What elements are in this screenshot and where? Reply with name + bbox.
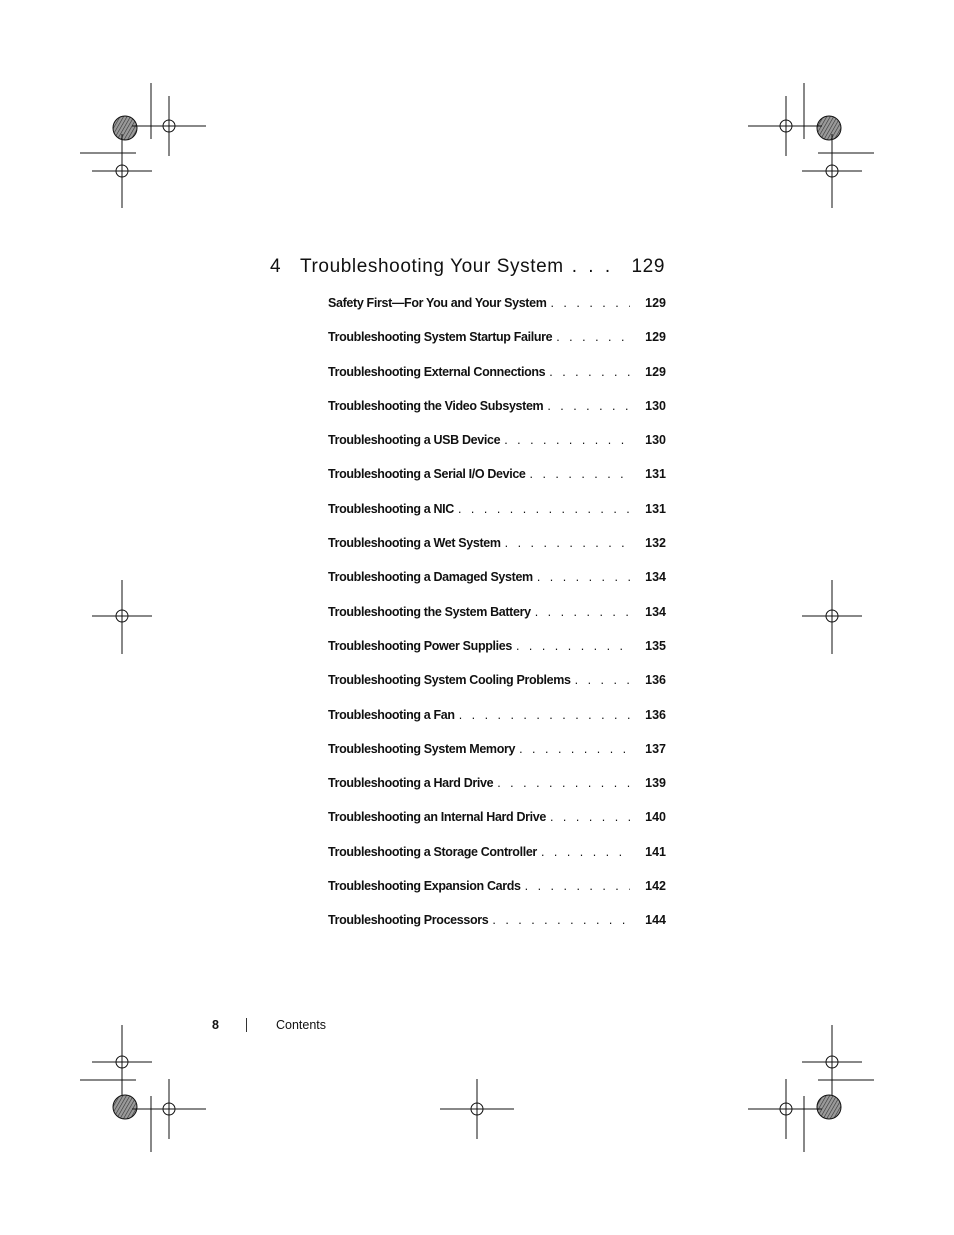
toc-entry-title: Troubleshooting a Serial I/O Device [328, 467, 526, 482]
toc-entry [328, 570, 666, 604]
toc-entry-page: 137 [645, 741, 666, 756]
dot-leader [550, 296, 630, 310]
toc-entry-title: Troubleshooting System Startup Failure [328, 330, 553, 345]
toc-entry-title: Troubleshooting Expansion Cards [328, 879, 521, 894]
footer-page-number: 8 [212, 1018, 219, 1032]
footer-section-name: Contents [276, 1018, 327, 1032]
toc-entry-title: Troubleshooting External Connections [328, 364, 546, 379]
dot-leader [556, 330, 630, 344]
toc-entry-title: Troubleshooting System Memory [328, 741, 516, 756]
dot-leader [549, 365, 630, 379]
dot-leader [530, 467, 630, 481]
toc-entry [328, 467, 666, 501]
toc-entry-title: Troubleshooting a Hard Drive [328, 776, 494, 791]
toc-entry-page: 136 [645, 707, 666, 722]
chapter-number: 4 [270, 256, 282, 277]
toc-entry-title: Troubleshooting a Damaged System [328, 570, 533, 585]
chapter-heading [270, 256, 665, 284]
target-circle-br [817, 1095, 841, 1119]
dot-leader [547, 399, 630, 413]
target-circle-tr [817, 116, 841, 140]
dot-leader [541, 845, 630, 859]
toc-entry [328, 708, 666, 742]
toc-entry-page: 129 [645, 364, 666, 379]
dot-leader [519, 742, 630, 756]
toc-entry [328, 399, 666, 433]
target-circle-tl [113, 116, 137, 140]
toc-entry [328, 296, 666, 330]
toc-entry-title: Troubleshooting Processors [328, 913, 489, 928]
page-footer [212, 1015, 326, 1035]
toc-entry [328, 536, 666, 570]
dot-leader [458, 502, 630, 516]
toc-entry-page: 144 [645, 913, 666, 928]
toc-entry-page: 139 [645, 776, 666, 791]
toc-entry [328, 502, 666, 536]
toc-entry [328, 742, 666, 776]
dot-leader [525, 879, 630, 893]
toc-entry-title: Troubleshooting an Internal Hard Drive [328, 810, 546, 825]
toc-entry [328, 913, 666, 947]
footer-divider [246, 1018, 247, 1032]
toc-entry-page: 134 [645, 604, 666, 619]
dot-leader [537, 570, 630, 584]
dot-leader [504, 433, 630, 447]
toc-entry [328, 776, 666, 810]
dot-leader [459, 708, 630, 722]
toc-entry-page: 136 [645, 673, 666, 688]
toc-entry-title: Troubleshooting Power Supplies [328, 638, 512, 653]
toc-entry [328, 845, 666, 879]
toc-entry-title: Troubleshooting a Storage Controller [328, 844, 537, 859]
toc-entry-page: 129 [645, 330, 666, 345]
toc-entry [328, 879, 666, 913]
toc-entry-page: 130 [645, 398, 666, 413]
dot-leader [505, 536, 630, 550]
target-circle-bl [113, 1095, 137, 1119]
toc-entry [328, 365, 666, 399]
dot-leader [516, 639, 630, 653]
toc-entry-title: Troubleshooting a Fan [328, 707, 455, 722]
toc-entry-page: 131 [645, 467, 666, 482]
toc-entry-title: Troubleshooting a USB Device [328, 433, 501, 448]
toc-entry [328, 330, 666, 364]
dot-leader [492, 913, 630, 927]
toc-entry-title: Troubleshooting a NIC [328, 501, 454, 516]
toc-entry-title: Safety First—For You and Your System [328, 296, 547, 310]
toc-entry [328, 639, 666, 673]
toc-entry-title: Troubleshooting a Wet System [328, 536, 501, 551]
toc-entry-page: 135 [645, 638, 666, 653]
toc-entry-title: Troubleshooting System Cooling Problems [328, 673, 571, 688]
toc-entries [328, 296, 666, 948]
toc-entry-title: Troubleshooting the Video Subsystem [328, 398, 544, 413]
dot-leader [572, 256, 624, 278]
toc-entry-page: 129 [645, 296, 666, 310]
toc-entry-page: 140 [645, 810, 666, 825]
toc-entry-page: 131 [645, 501, 666, 516]
toc-entry-page: 142 [645, 879, 666, 894]
chapter-title: Troubleshooting Your System [300, 256, 564, 277]
dot-leader [550, 810, 630, 824]
dot-leader [535, 605, 630, 619]
toc-entry-title: Troubleshooting the System Battery [328, 604, 531, 619]
toc-entry [328, 673, 666, 707]
chapter-page-number: 129 [631, 256, 665, 277]
toc-entry [328, 810, 666, 844]
toc-entry [328, 433, 666, 467]
toc-entry-page: 132 [645, 536, 666, 551]
toc-entry-page: 130 [645, 433, 666, 448]
toc-entry-page: 141 [645, 844, 666, 859]
toc-entry [328, 605, 666, 639]
toc-entry-page: 134 [645, 570, 666, 585]
dot-leader [497, 776, 630, 790]
dot-leader [575, 673, 630, 687]
